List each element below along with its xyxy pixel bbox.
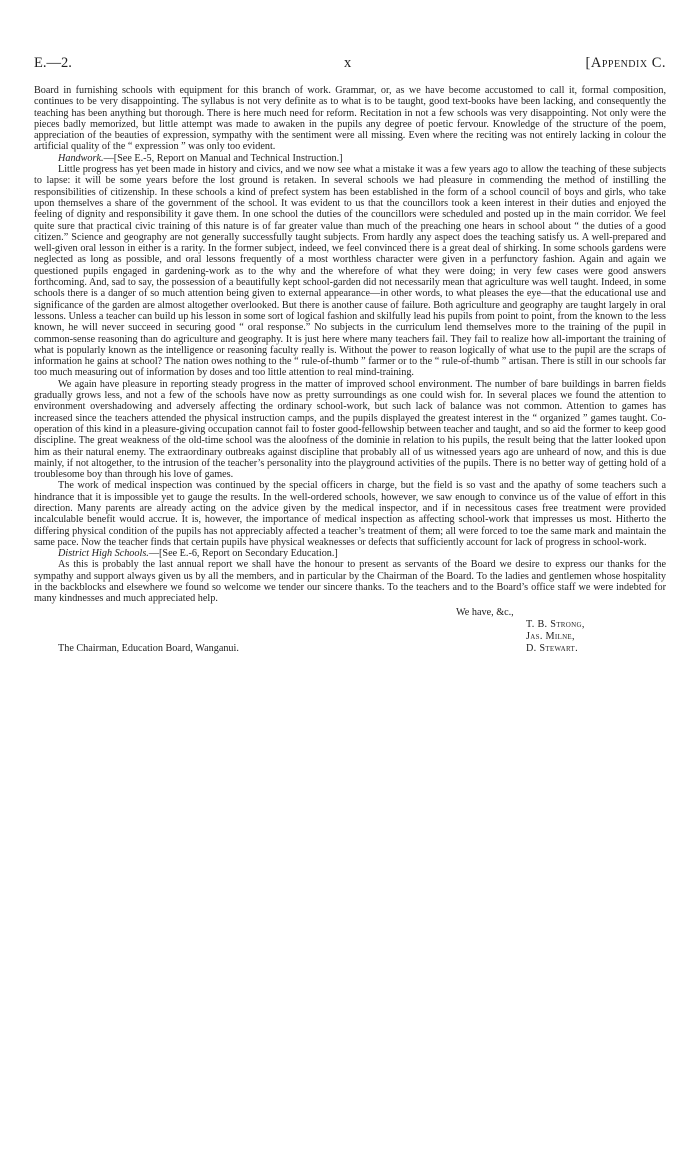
handwork-reference	[34, 153, 666, 164]
document-reference: E.—2.	[34, 55, 72, 71]
district-reference	[34, 548, 666, 559]
paragraph-history-science: Little progress has yet been made in history and civics, and we now see what a mistake it was a few years ago to allow the teaching of these subjects to lapse: it will be some years before the lost ground is retaken. In several schools we had pleasure in commending the method of instilling the responsibilities of citizenship. In these schools a kind of prefect system has been established in the form of a school council of boys and girls, who take upon themselves a share of the government of the school. It was evident to us that the councillors took a keen interest in their duties and enjoyed the feeling of dignity and responsibility it gave them. In one school the duties of the councillors were scheduled and posted up in the main corridor. We feel quite sure that practical civic training of this nature is of far greater value than much of the preaching one hears in school about “ the duties of a good citizen.” Science and geography are not generally successfully taught subjects. From hardly any aspect does the teaching satisfy us. A well-prepared and well-given oral lesson in either is a rarity. In the former subject, indeed, we feel convinced there is a great deal of shirking. In some schools gardens were neglected as long as possible, and oral lessons frequently of a most worthless character were given in a perfunctory fashion. Again and again we questioned pupils engaged in gardening-work as to the why and the wherefore of what they were doing; in very few cases were good answers forthcoming. And, sad to say, the possession of a beautifully kept school-garden did not necessarily mean that agriculture was well taught. Indeed, in some schools there is a danger of so much attention being given to external appearance—in other words, to what pleases the eye—that the educational use and significance of the garden are almost altogether overlooked. But there is another cause of failure. Both agriculture and geography are taught largely in oral lessons. Unless a teacher can build up his lesson in some sort of logical fashion and skilfully lead his pupils from point to point, from the known to the less known, he will never succeed in securing good “ oral response.” No subjects in the curriculum lend themselves more to the training of the pupil in common-sense reasoning than do agriculture and geography. It is just here where many teachers fail. They fail to realize how all-important the training of what is popularly known as the intelligence or reasoning faculty really is. Without the power to reason logically of what use to the pupil are the scraps of information he gains at school? The nation owes nothing to the “ rule-of-thumb ” farmer or to the “ rule-of-thumb ” artisan. There is still in our schools far too much measuring out of information by doses and too little attention to real mind-training.	[34, 164, 666, 379]
addressee-line: The Chairman, Education Board, Wanganui.	[58, 643, 239, 654]
signatory-strong: T. B. Strong,	[526, 619, 585, 630]
signatory-milne: Jas. Milne,	[526, 631, 575, 642]
appendix-label: [Appendix C.	[585, 55, 666, 71]
paragraph-medical-inspection: The work of medical inspection was continued by the special officers in charge, but the field is so vast and the apathy of some teachers such a hindrance that it is impossible yet to gauge the results. In the well-ordered schools, however, we saw enough to convince us of the value of effort in this direction. Many parents are already acting on the advice given by the medical inspector, and if in necessitous cases free treatment were provided incalculable benefit would accrue. It is, however, the importance of medical inspection as affecting school-work that impresses us most. Hitherto the differing physical condition of the pupils has not appreciably affected a teacher’s treatment of them; all were forced to toe the same mark and maintain the same pace. Now the teacher finds that certain pupils have physical weaknesses or defects that sufficiently account for lack of progress in school-work.	[34, 480, 666, 548]
paragraph-grammar-recitation: Board in furnishing schools with equipment for this branch of work. Grammar, or, as we have become accustomed to call it, formal composition, continues to be very disappointing. The syllabus is not very definite as to what is to be taught, good text-books have been lacking, and consequently the teaching has been anything but thorough. There is here much need for reform. Recitation in not a few schools was very disappointing. Not only were the pieces badly memorized, but little attempt was made to awaken in the pupils any degree of poetic fervour. Knowledge of the structure of the poem, appreciation of the beauties of expression, sympathy with the sentiment were all missing. Even where the reciting was not entirely lacking in colour the artificial quality of the “ expression ” was only too evident.	[34, 85, 666, 153]
valediction: We have, &c.,	[456, 607, 514, 618]
page-header	[34, 55, 666, 77]
district-text: —[See E.-6, Report on Secondary Education.]	[148, 548, 338, 560]
signatory-stewart: D. Stewart.	[526, 643, 578, 654]
handwork-heading: Handwork.	[58, 152, 104, 164]
handwork-text: —[See E.-5, Report on Manual and Technical Instruction.]	[103, 152, 343, 164]
paragraph-environment-games: We again have pleasure in reporting steady progress in the matter of improved school environment. The number of bare buildings in barren fields gradually grows less, and not a few of the schools have now as pretty surroundings as one could wish for. In several places we found the attention to environment overshadowing and adversely affecting the ordinary school-work, but such lack of balance was not common. Attention to games has increased since the teachers attended the physical instruction camps, and the pupils displayed the greatest interest in the “ organized ” games taught. Co-operation of this kind in a pleasure-giving occupation cannot fail to foster good-fellowship between teacher and taught, and so aid the former to keep good discipline. The great weakness of the old-time school was the aloofness of the dominie in relation to his pupils, the result being that the latter looked upon him as their natural enemy. The extraordinary outbreaks against discipline that probably all of us witnessed years ago are unheard of now, and this is due mainly, if not altogether, to the intrusion of the teacher’s personality into the playground activities of the pupils. There is no better way of getting hold of a troublesome boy than through his love of games.	[34, 378, 666, 481]
paragraph-closing-thanks: As this is probably the last annual report we shall have the honour to present as servants of the Board we desire to express our thanks for the sympathy and support always given us by all the members, and in particular by the Chairman of the Board. To the ladies and gentlemen whose hospitality in the backblocks and elsewhere we found so welcome we tender our sincere thanks. To the teachers and to the Board’s office staff we were indebted for many kindnesses and much appreciated help.	[34, 559, 666, 605]
page-number: x	[344, 55, 352, 71]
district-heading: District High Schools.	[58, 548, 149, 560]
report-body	[34, 85, 666, 605]
